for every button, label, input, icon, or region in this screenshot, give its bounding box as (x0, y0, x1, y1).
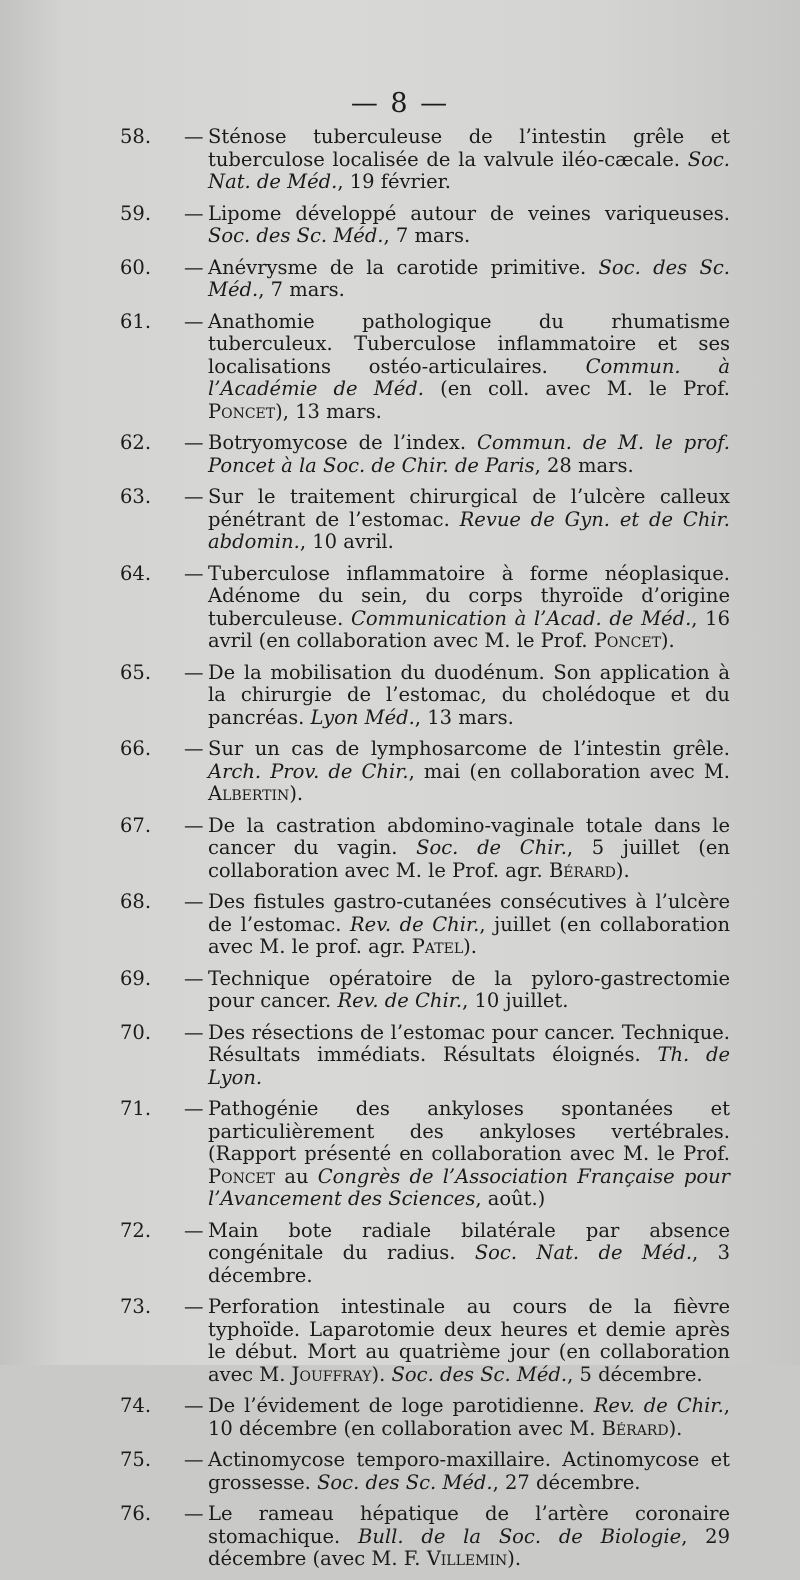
entry-dash: — (184, 737, 204, 760)
entry-dash: — (184, 1020, 204, 1044)
author-name: Bérard (601, 1416, 669, 1440)
entry-text (120, 662, 730, 730)
entry-dash: — (184, 485, 204, 508)
entry-dash: — (184, 813, 204, 837)
entry-dash: — (184, 660, 204, 684)
entry-segment: Lipome développé autour de veines variqueuses. (208, 201, 730, 225)
entry-segment: Le rameau hépatique de l’artère coronaire stomachique. (208, 1502, 730, 1548)
bibliography-list (120, 126, 730, 1580)
entry-segment: , 7 mars. (383, 224, 471, 247)
entry-segment: ). (289, 782, 304, 805)
entry-text (120, 1296, 730, 1386)
bibliography-entry (120, 126, 730, 194)
entry-segment: ). (507, 1547, 522, 1570)
citation-source: Soc. des Sc. Méd. (391, 1362, 568, 1386)
entry-dash: — (184, 255, 204, 279)
entry-segment: , 10 avril. (299, 530, 394, 553)
author-name: Albertin (208, 782, 290, 805)
entry-text (120, 738, 730, 806)
entry-number: 67. (120, 813, 152, 837)
entry-text (120, 203, 730, 248)
entry-number: 68. (120, 890, 152, 913)
citation-source: Arch. Prov. de Chir. (208, 759, 409, 783)
bibliography-entry (120, 1296, 730, 1386)
citation-source: Commun. de M. le prof. Poncet à la Soc. de Chir. de Paris (208, 431, 730, 477)
entry-text (120, 1098, 730, 1211)
entry-segment: Perforation intestinale au cours de la fièvre typhoïde. Laparotomie deux heures et demie après le début. Mort au quatrième jour (en collaboration avec M. (208, 1295, 730, 1386)
entry-number: 73. (120, 1295, 152, 1318)
entry-text (120, 1503, 730, 1571)
entry-segment: Actinomycose temporo-maxillaire. Actinomycose et grossesse. (208, 1448, 730, 1494)
entry-dash: — (184, 1448, 204, 1471)
bibliography-entry (120, 311, 730, 424)
entry-segment: , 5 juillet (en collaboration avec M. le Prof. agr. (208, 836, 730, 882)
citation-source: Soc. Nat. de Méd. (474, 1241, 693, 1264)
entry-segment: , 10 décembre (en collaboration avec M. (208, 1394, 730, 1440)
citation-source: Communication à l’Acad. de Méd. (351, 606, 692, 630)
entry-number: 72. (120, 1218, 152, 1242)
entry-dash: — (184, 201, 204, 225)
entry-segment: , mai (en collaboration avec M. (408, 759, 730, 783)
entry-segment: De la mobilisation du duodénum. Son application à la chirurgie de l’estomac, du cholédoque et du pancréas. (208, 660, 730, 729)
entry-dash: — (184, 1502, 204, 1525)
entry-segment: ). (668, 1416, 683, 1440)
entry-text (120, 432, 730, 477)
entry-number: 66. (120, 737, 152, 760)
citation-source: Soc. des Sc. Méd. (317, 1470, 493, 1494)
entry-number: 63. (120, 485, 152, 508)
bibliography-entry (120, 486, 730, 554)
entry-text (120, 486, 730, 554)
entry-number: 69. (120, 966, 152, 990)
citation-source: Congrès de l’Association Française pour l’Avancement des Sciences (208, 1164, 730, 1210)
entry-text (120, 1022, 730, 1090)
bibliography-entry (120, 815, 730, 883)
entry-text (120, 1449, 730, 1494)
entry-segment: Sténose tuberculeuse de l’intestin grêle et tuberculose localisée de la valvule iléo-cæcale. (208, 125, 730, 171)
entry-segment: au (275, 1164, 318, 1188)
entry-number: 61. (120, 309, 152, 333)
entry-segment: , 7 mars. (258, 278, 345, 301)
entry-dash: — (184, 309, 204, 333)
author-name: Poncet (208, 1164, 276, 1188)
entry-dash: — (184, 966, 204, 990)
entry-segment: Des fistules gastro-cutanées consécutives à l’ulcère de l’estomac. (208, 890, 730, 936)
entry-segment: Pathogénie des ankyloses spontanées et particulièrement des ankyloses vertébrales. (Rapport présenté en collaboration avec M. le Prof. (208, 1097, 730, 1165)
bibliography-entry (120, 968, 730, 1013)
citation-source: Rev. de Chir. (349, 912, 480, 936)
citation-source: Soc. des Sc. Méd. (208, 255, 730, 301)
entry-dash: — (184, 1394, 204, 1417)
entry-text (120, 1395, 730, 1440)
entry-dash: — (184, 1097, 204, 1120)
entry-text (120, 968, 730, 1013)
entry-text (120, 311, 730, 424)
bibliography-entry (120, 738, 730, 806)
bibliography-entry (120, 432, 730, 477)
entry-number: 70. (120, 1020, 152, 1044)
bibliography-entry (120, 1503, 730, 1571)
entry-number: 62. (120, 431, 152, 454)
entry-dash: — (184, 1218, 204, 1242)
entry-segment: Anathomie pathologique du rhumatisme tuberculeux. Tuberculose inflammatoire et ses localisations ostéo-articulaires. (208, 309, 730, 378)
entry-number: 60. (120, 255, 152, 279)
entry-segment: ), 13 mars. (275, 399, 382, 423)
entry-segment: ). (463, 935, 477, 958)
citation-source: Rev. de Chir. (593, 1394, 724, 1417)
bibliography-entry (120, 662, 730, 730)
entry-dash: — (184, 1295, 204, 1318)
bibliography-entry (120, 891, 730, 959)
entry-dash: — (184, 125, 204, 148)
entry-segment: Sur le traitement chirurgical de l’ulcère calleux pénétrant de l’estomac. (208, 485, 730, 531)
citation-source: Soc. de Chir. (416, 836, 567, 859)
entry-segment: ). (371, 1362, 392, 1386)
bibliography-entry (120, 1098, 730, 1211)
entry-segment: , 5 décembre. (567, 1362, 703, 1386)
entry-text (120, 126, 730, 194)
entry-number: 59. (120, 201, 152, 225)
entry-segment: , 10 juillet. (462, 989, 569, 1012)
entry-segment: , juillet (en collaboration avec M. le prof. agr. (208, 912, 730, 958)
entry-segment: ). (615, 858, 630, 882)
bibliography-entry (120, 1220, 730, 1288)
citation-source: Lyon Méd. (310, 705, 415, 729)
entry-segment: , 3 décembre. (208, 1241, 730, 1287)
author-name: Jouffray (291, 1362, 372, 1386)
entry-number: 58. (120, 125, 152, 148)
entry-segment: De l’évidement de loge parotidienne. (208, 1394, 594, 1417)
entry-segment: , 27 décembre. (492, 1470, 641, 1494)
entry-number: 76. (120, 1502, 152, 1525)
citation-source: Soc. Nat. de Méd. (208, 147, 730, 193)
entry-segment: Botryomycose de l’index. (208, 431, 478, 454)
entry-text (120, 1220, 730, 1288)
entry-segment: ). (660, 629, 675, 652)
author-name: Poncet (593, 629, 661, 652)
entry-dash: — (184, 561, 204, 585)
entry-text (120, 563, 730, 653)
entry-segment: , 28 mars. (534, 453, 634, 477)
bibliography-entry (120, 1022, 730, 1090)
entry-segment: Sur un cas de lymphosarcome de l’intestin grêle. (208, 737, 730, 760)
bibliography-entry (120, 563, 730, 653)
citation-source: Revue de Gyn. et de Chir. abdomin. (208, 507, 730, 553)
entry-segment: , 19 février. (337, 170, 452, 193)
entry-dash: — (184, 431, 204, 454)
author-name: Poncet (208, 399, 276, 423)
entry-segment: (en coll. avec M. le Prof. (423, 377, 730, 400)
page-number: — 8 — (350, 88, 450, 119)
author-name: Patel (411, 935, 464, 958)
citation-source: Th. de Lyon. (208, 1043, 730, 1089)
citation-source: Rev. de Chir. (337, 989, 463, 1012)
entry-text (120, 815, 730, 883)
citation-source: Soc. des Sc. Méd. (208, 224, 384, 247)
bibliography-entry (120, 1395, 730, 1440)
entry-number: 75. (120, 1448, 152, 1471)
entry-segment: Des résections de l’estomac pour cancer. Technique. Résultats immédiats. Résultats éloignés. (208, 1020, 730, 1066)
bibliography-entry (120, 257, 730, 302)
entry-number: 74. (120, 1394, 152, 1417)
author-name: Villemin (426, 1547, 508, 1570)
author-name: Bérard (548, 858, 616, 882)
entry-number: 65. (120, 660, 152, 684)
bibliography-entry (120, 203, 730, 248)
entry-segment: , 13 mars. (414, 705, 514, 729)
entry-segment: Anévrysme de la carotide primitive. (208, 255, 599, 279)
entry-segment: De la castration abdomino-vaginale totale dans le cancer du vagin. (208, 813, 730, 859)
entry-number: 71. (120, 1097, 152, 1120)
entry-text (120, 257, 730, 302)
entry-segment: Tuberculose inflammatoire à forme néoplasique. Adénome du sein, du corps thyroïde d’origine tuberculeuse. (208, 561, 730, 630)
entry-number: 64. (120, 561, 152, 585)
citation-source: Commun. à l’Académie de Méd. (208, 354, 730, 400)
entry-text (120, 891, 730, 959)
entry-segment: , 29 décembre (avec M. F. (208, 1524, 730, 1570)
entry-segment: , août.) (475, 1187, 546, 1210)
entry-segment: , 16 avril (en collaboration avec M. le Prof. (208, 606, 730, 652)
citation-source: Bull. de la Soc. de Biologie (358, 1524, 682, 1548)
entry-dash: — (184, 890, 204, 913)
entry-segment: Main bote radiale bilatérale par absence congénitale du radius. (208, 1218, 730, 1264)
bibliography-entry (120, 1449, 730, 1494)
entry-segment: Technique opératoire de la pyloro-gastrectomie pour cancer. (208, 966, 730, 1012)
